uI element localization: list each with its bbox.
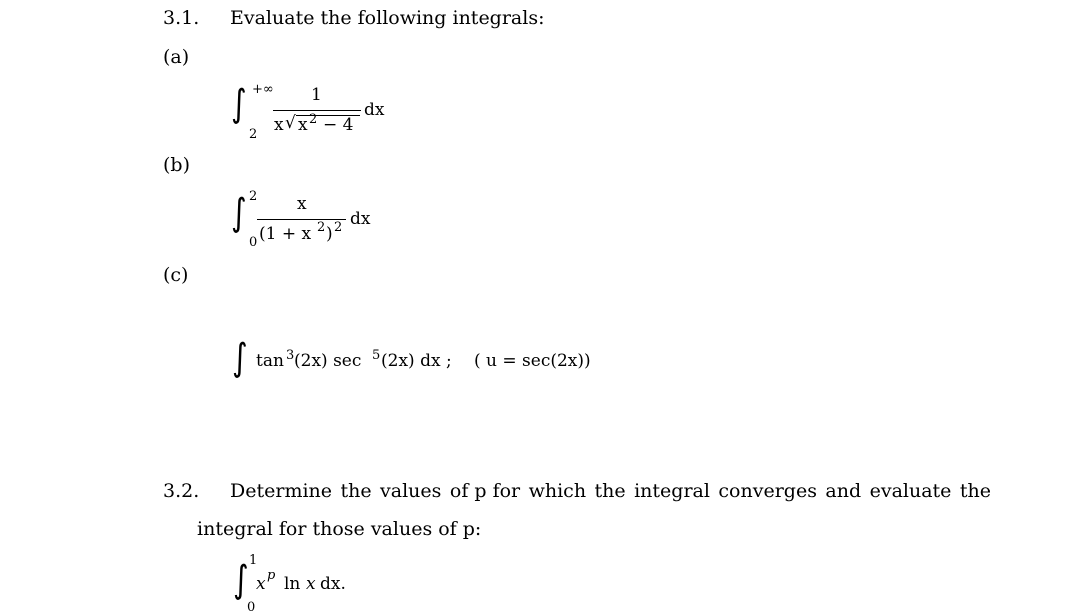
ln-function: ln xyxy=(284,574,301,594)
upper-limit: 1 xyxy=(249,553,258,568)
upper-limit: +∞ xyxy=(252,82,274,97)
denominator-x: x xyxy=(274,115,284,135)
differential: dx xyxy=(350,209,371,229)
part-b-label: (b) xyxy=(163,154,190,176)
fraction-bar xyxy=(257,219,346,220)
word: the xyxy=(959,480,991,502)
numerator: x xyxy=(297,194,307,214)
denominator-close: ) xyxy=(326,224,333,244)
differential: dx. xyxy=(320,574,346,594)
question-prompt-3-1: Evaluate the following integrals: xyxy=(230,7,545,29)
integral-sign: ∫ xyxy=(233,558,249,602)
integral-sign: ∫ xyxy=(232,336,248,380)
lower-limit: 0 xyxy=(249,235,258,250)
radical-sign: √ xyxy=(285,113,296,133)
lower-limit: 0 xyxy=(247,600,256,615)
word: of p for xyxy=(449,480,521,502)
word: the xyxy=(594,480,626,502)
outer-exponent: 2 xyxy=(334,220,343,235)
tan-exponent: 3 xyxy=(286,348,295,363)
base-x: x xyxy=(256,574,266,594)
question-number-3-1: 3.1. xyxy=(163,7,200,29)
lower-limit: 2 xyxy=(249,127,258,142)
word: integral xyxy=(634,480,710,502)
inner-exponent: 2 xyxy=(317,220,326,235)
ln-argument: x xyxy=(306,574,316,594)
word: Determine xyxy=(230,480,333,502)
radicand-x: x xyxy=(298,115,308,135)
differential: dx xyxy=(364,100,385,120)
sec-exponent: 5 xyxy=(372,348,381,363)
word: evaluate xyxy=(869,480,952,502)
radicand-rest: − 4 xyxy=(323,115,354,135)
radicand-exponent: 2 xyxy=(309,112,318,127)
part-c-label: (c) xyxy=(163,264,189,286)
word: converges xyxy=(718,480,817,502)
denominator-open: (1 + x xyxy=(259,224,312,244)
substitution-hint: ( u = sec(2x)) xyxy=(474,351,591,371)
question-prompt-3-2-line1 xyxy=(230,480,991,502)
exponent-p: p xyxy=(267,568,276,583)
question-prompt-3-2-line2: integral for those values of p: xyxy=(197,518,482,540)
part-a-label: (a) xyxy=(163,46,190,68)
tan-argument-sec: (2x) sec xyxy=(294,351,362,371)
word: and xyxy=(825,480,862,502)
sec-argument-dx: (2x) dx ; xyxy=(381,351,452,371)
upper-limit: 2 xyxy=(249,189,258,204)
word: which xyxy=(528,480,587,502)
word: the xyxy=(340,480,372,502)
tan-function: tan xyxy=(256,351,284,371)
integral-sign: ∫ xyxy=(231,82,247,126)
question-number-3-2: 3.2. xyxy=(163,480,200,502)
word: values xyxy=(380,480,442,502)
integral-sign: ∫ xyxy=(231,191,247,235)
numerator: 1 xyxy=(311,85,322,105)
